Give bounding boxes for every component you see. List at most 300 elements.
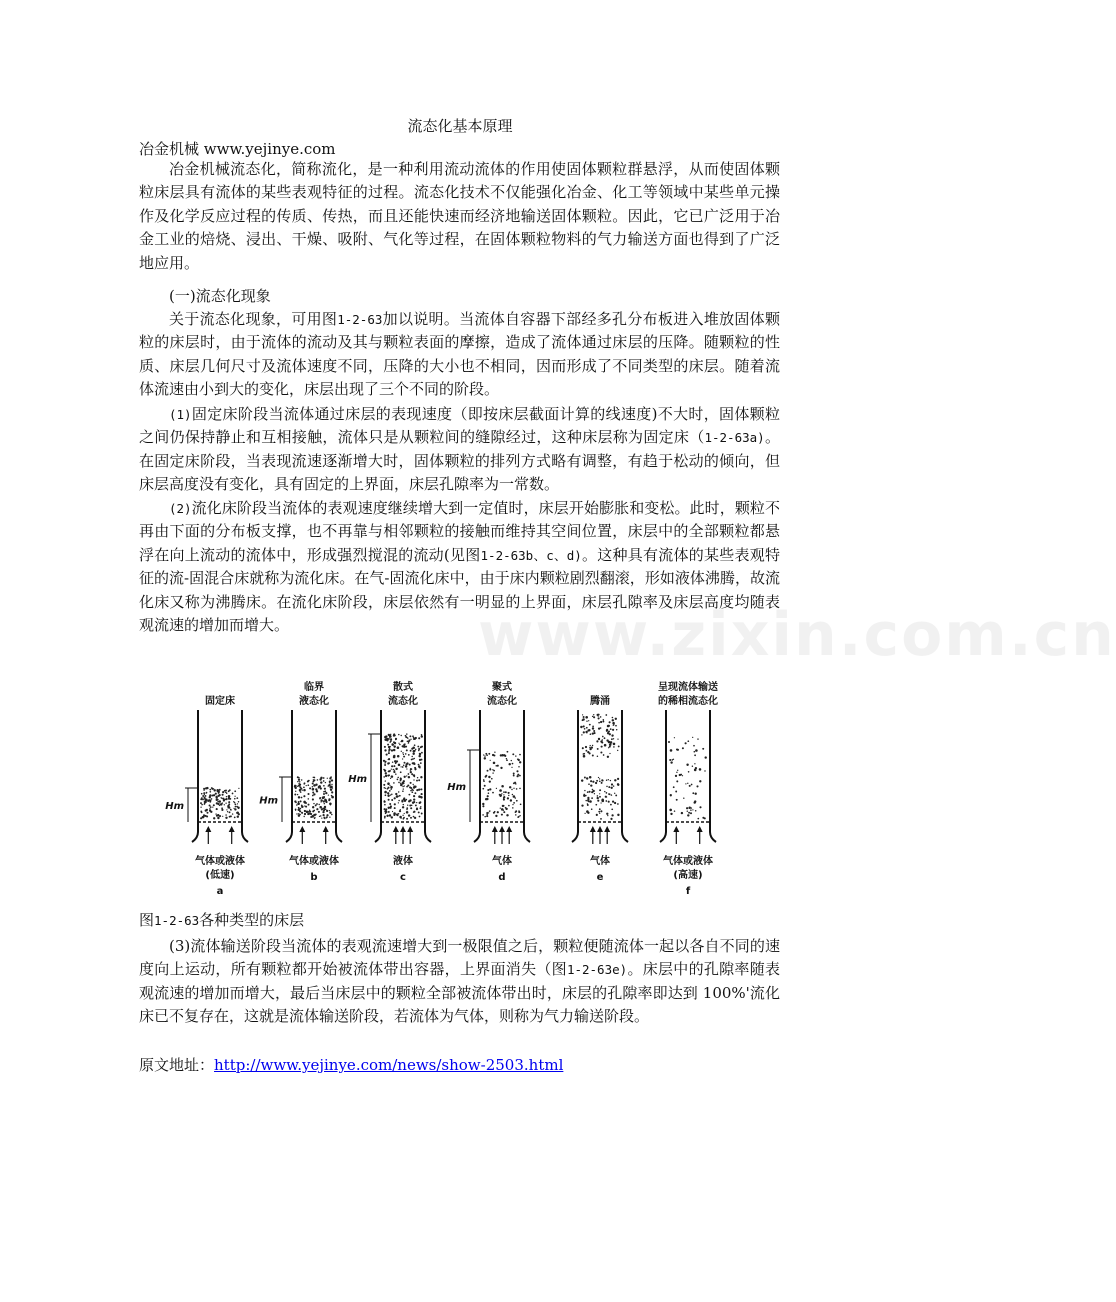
particle [388, 762, 390, 764]
particle [312, 798, 314, 800]
particle [326, 814, 328, 816]
vessel-letter: e [596, 872, 604, 883]
particle [234, 790, 236, 792]
particle [235, 806, 237, 808]
particle [590, 780, 592, 782]
particle [506, 759, 508, 761]
particle [385, 761, 387, 763]
particle [384, 800, 385, 801]
transport-paragraph [139, 935, 780, 1029]
particle [607, 815, 608, 816]
particle [694, 800, 696, 802]
particle [409, 764, 411, 766]
particle [415, 804, 417, 806]
particle [420, 776, 422, 778]
particle [313, 777, 314, 778]
particle [398, 743, 399, 744]
particle [317, 779, 319, 781]
vessel-top-label: 腾涌 [590, 696, 610, 707]
particle [598, 777, 599, 778]
particle [670, 761, 672, 763]
particle [677, 749, 679, 751]
particle [400, 771, 402, 773]
figure-reference: 1-2-63b、c、d) [480, 547, 582, 563]
particle [411, 805, 413, 807]
particle [598, 738, 600, 740]
particle [320, 787, 322, 789]
particle [585, 746, 587, 748]
particle [613, 724, 615, 726]
particle [617, 750, 618, 751]
particle [497, 811, 499, 813]
vessel-letter: d [498, 872, 506, 883]
vessel-bottom-label: 气体或液体 [289, 856, 339, 867]
inlet-flare [192, 832, 198, 842]
particle [670, 809, 671, 810]
particle [400, 783, 401, 784]
particle [587, 800, 588, 801]
particle [585, 716, 588, 719]
particle [413, 816, 415, 818]
particle [205, 795, 207, 797]
particle [230, 809, 231, 810]
particle [482, 805, 484, 807]
inlet-flare [242, 832, 248, 842]
particle [486, 798, 489, 801]
particle [400, 766, 401, 767]
particle [591, 808, 593, 810]
particle [205, 787, 207, 789]
flow-arrow-head [590, 826, 596, 832]
particle [238, 788, 239, 789]
particle [205, 809, 207, 811]
particle [513, 782, 515, 784]
particle [313, 779, 314, 780]
particle [421, 752, 423, 754]
particle [200, 798, 202, 800]
particle [414, 776, 415, 777]
particle [414, 758, 415, 759]
particle [419, 767, 421, 769]
particle [608, 731, 610, 733]
particle [390, 739, 392, 741]
particle [300, 800, 302, 802]
particle [332, 796, 333, 797]
particle [520, 803, 522, 805]
particle [403, 804, 404, 805]
particle [600, 751, 602, 753]
particle [600, 818, 602, 820]
particle [398, 802, 399, 803]
particle [384, 746, 386, 748]
particle [513, 802, 515, 804]
particle [407, 737, 409, 739]
particle [598, 811, 600, 813]
particle [295, 791, 296, 792]
transport-text-1: (3)流体输送阶段当流体的表观流速增大到一极限值之后，颗粒便随流体一起以各自不同的速度向上运动，所有颗粒都开始被流体带出容器，上界面消失（图 [139, 937, 780, 979]
particle [515, 755, 516, 756]
particle [408, 754, 410, 756]
particle [483, 779, 485, 781]
particle [610, 741, 613, 744]
particle [606, 792, 608, 794]
particle [583, 731, 585, 733]
particle [597, 797, 599, 799]
particle [421, 746, 423, 748]
particle [216, 797, 218, 799]
particle [301, 779, 302, 780]
particle [595, 782, 597, 784]
particle [519, 754, 521, 756]
particle [507, 797, 509, 799]
particle [225, 798, 227, 800]
particle [209, 804, 211, 806]
particle [400, 741, 401, 742]
particle [484, 785, 486, 787]
particle [313, 803, 314, 804]
particle [418, 748, 420, 750]
particle [297, 802, 300, 805]
particle [611, 808, 613, 810]
particle [298, 813, 300, 815]
particle [685, 783, 686, 784]
particle [591, 797, 593, 799]
particle [406, 811, 409, 814]
particle [387, 792, 389, 794]
particle [486, 815, 488, 817]
particle [415, 769, 417, 771]
particle [393, 771, 395, 773]
fixed-bed-text-1: 固定床阶段当流体通过床层的表现速度（即按床层截面计算的线速度)不大时，固体颗粒之间仍保持静止和互相接触，流体只是从颗粒间的缝隙经过，这种床层称为固定床（ [139, 405, 780, 447]
particle [617, 803, 619, 805]
particle [515, 814, 517, 816]
particle [399, 810, 401, 812]
particle [589, 776, 592, 779]
particle [238, 808, 239, 809]
phenomenon-text-1: 关于流态化现象，可用图 [169, 310, 338, 328]
particle [323, 777, 325, 779]
particle [237, 816, 239, 818]
particle [691, 784, 693, 786]
particle [596, 814, 598, 816]
particle [606, 796, 607, 797]
particle [421, 759, 423, 761]
particle [583, 755, 586, 758]
particle [228, 797, 229, 798]
particle [506, 758, 507, 759]
inlet-flare [286, 832, 292, 842]
particle [307, 793, 309, 795]
particle [314, 817, 316, 819]
particle [675, 791, 677, 793]
particle [600, 721, 602, 723]
particle [229, 789, 231, 791]
particle [598, 717, 600, 719]
particle [674, 810, 676, 812]
vessel-bottom-label: 液体 [393, 856, 413, 867]
particle [308, 804, 310, 806]
particle [517, 816, 519, 818]
particle [588, 720, 589, 721]
particle [222, 816, 223, 817]
particle [308, 780, 310, 782]
particle [496, 788, 497, 789]
particle [202, 798, 204, 800]
particle [387, 744, 389, 746]
particle [329, 781, 331, 783]
particle [491, 778, 493, 780]
particle [298, 777, 299, 778]
particle [325, 801, 327, 803]
flow-arrow-head [205, 826, 211, 832]
particle [393, 745, 395, 747]
fluidized-bed-text-2: 。这种具有流体的某些表观特征的流-固混合床就称为流化床。在气-固流化床中，由于床内颗粒剧烈翻滚，形如液体沸腾，故流化床又称为沸腾床。在流化床阶段，床层依然有一明显的上界面，床层孔隙率及床层高度均随表观流速的增加而增大。 [139, 545, 780, 635]
particle [695, 793, 697, 795]
particle [676, 799, 678, 801]
particle [394, 803, 396, 805]
particle [512, 794, 514, 796]
particle [483, 780, 485, 782]
particle [412, 753, 414, 755]
particle [609, 721, 611, 723]
particle [388, 799, 390, 801]
particle [295, 809, 297, 811]
particle [388, 770, 390, 772]
particle [421, 735, 423, 737]
particle [397, 755, 400, 758]
particle [402, 786, 404, 788]
particle [404, 785, 405, 786]
particle [420, 762, 422, 764]
particle [216, 808, 218, 810]
inlet-flare [375, 832, 381, 842]
particle [583, 753, 585, 755]
particle [213, 817, 215, 819]
particle [416, 780, 418, 782]
particle [415, 749, 416, 750]
vessel-letter: a [216, 886, 224, 897]
particle [692, 792, 694, 794]
particle [301, 797, 303, 799]
particle [226, 809, 227, 810]
transport-text-2: 。床层中的孔隙率随表观流速的增加而增大，最后当床层中的颗粒全部被流体带出时，床层的孔隙率即达到 100%'流化床已不复存在，这就是流体输送阶段，若流体为气体，则称为气力输送阶段。 [139, 960, 780, 1026]
particle [299, 808, 301, 810]
particle [393, 769, 395, 771]
particle [222, 791, 224, 793]
particle [402, 766, 404, 768]
particle [225, 817, 227, 819]
particle [693, 745, 695, 747]
particle [493, 762, 496, 765]
particle [687, 814, 689, 816]
particle [387, 795, 389, 797]
particle [330, 789, 332, 791]
particle [318, 811, 320, 813]
particle [601, 800, 603, 802]
particle [597, 800, 599, 802]
particle [511, 789, 512, 790]
particle [612, 717, 614, 719]
particle [331, 814, 333, 816]
particle [389, 785, 390, 786]
particle [592, 745, 593, 746]
particle [386, 815, 388, 817]
particle [406, 733, 407, 734]
particle [607, 756, 609, 758]
particle [209, 808, 210, 809]
particle [591, 747, 593, 749]
particle [312, 786, 314, 788]
particle [312, 810, 314, 812]
particle [213, 789, 215, 791]
particle [695, 749, 698, 752]
particle [303, 789, 306, 792]
particle [312, 816, 314, 818]
particle [389, 814, 391, 816]
flow-arrow-head [492, 826, 498, 832]
particle [609, 743, 612, 746]
particle [586, 810, 589, 813]
particle [295, 785, 297, 787]
particle [675, 775, 677, 777]
particle [415, 817, 416, 818]
particle [603, 719, 605, 721]
particle [501, 793, 502, 794]
particle [581, 779, 583, 781]
particle [396, 813, 398, 815]
particle [412, 762, 414, 764]
particle [388, 811, 390, 813]
particle [611, 794, 612, 795]
particle [406, 775, 407, 776]
particle [484, 755, 485, 756]
particle [604, 791, 605, 792]
particle [501, 814, 503, 816]
particle [613, 746, 615, 748]
particle [387, 787, 389, 789]
particle [316, 808, 318, 810]
particle [392, 811, 393, 812]
particle [220, 803, 223, 806]
particle [390, 734, 391, 735]
particle [609, 793, 611, 795]
particle [318, 785, 321, 788]
particle [580, 726, 582, 728]
height-label: Hm [348, 774, 367, 785]
particle [303, 816, 304, 817]
particle [414, 792, 416, 794]
particle [394, 797, 396, 799]
particle [420, 796, 421, 797]
particle [613, 738, 614, 739]
particle [298, 779, 300, 781]
particle [203, 792, 205, 794]
source-link[interactable]: http://www.yejinye.com/news/show-2503.html [214, 1056, 564, 1074]
vessel-bottom-label: 气体 [492, 856, 512, 867]
particle [298, 807, 300, 809]
particle [695, 810, 697, 812]
particle [602, 721, 604, 723]
particle [229, 811, 231, 813]
particle [606, 813, 608, 815]
particle [410, 739, 411, 740]
particle [302, 790, 303, 791]
particle [584, 790, 585, 791]
particle [402, 758, 403, 759]
particle [697, 738, 698, 739]
particle [588, 729, 590, 731]
particle [670, 794, 672, 796]
particle [608, 779, 609, 780]
particle [228, 801, 230, 803]
particle [393, 765, 395, 767]
item-number: (1) [169, 407, 192, 422]
particle [391, 799, 393, 801]
particle [400, 735, 401, 736]
particle [618, 745, 620, 747]
particle [403, 764, 405, 766]
particle [203, 789, 204, 790]
particle [216, 799, 218, 801]
particle [487, 770, 489, 772]
vessel-top-label: 临界 [304, 682, 324, 693]
particle [605, 800, 607, 802]
particle [328, 784, 331, 787]
particle [597, 748, 599, 750]
particle [519, 815, 520, 816]
particle [410, 771, 412, 773]
particle [299, 788, 301, 790]
particle [209, 799, 210, 800]
particle [321, 799, 323, 801]
particle [508, 763, 510, 765]
particle [219, 815, 221, 817]
particle [315, 804, 317, 806]
particle [420, 806, 421, 807]
particle [404, 776, 406, 778]
particle [679, 774, 681, 776]
particle [217, 817, 219, 819]
particle [610, 780, 611, 781]
flow-arrow-head [697, 826, 703, 832]
particle [516, 788, 518, 790]
particle [685, 742, 687, 744]
particle [391, 768, 392, 769]
particle [324, 799, 326, 801]
particle [692, 809, 693, 810]
particle [410, 787, 412, 789]
particle [200, 817, 202, 819]
particle [384, 808, 386, 810]
particle [218, 792, 220, 794]
particle [201, 812, 203, 814]
site-line: 冶金机械 www.yejinye.com [139, 140, 336, 158]
particle [600, 727, 602, 729]
particle [408, 794, 410, 796]
particle [312, 806, 314, 808]
particle [206, 792, 208, 794]
flow-arrow-head [506, 826, 512, 832]
particle [677, 770, 678, 771]
particle [301, 812, 303, 814]
particle [309, 810, 311, 812]
particle [234, 817, 236, 819]
particle [512, 807, 514, 809]
particle [401, 751, 402, 752]
particle [586, 777, 588, 779]
particle [391, 816, 393, 818]
vessel-bottom-label: 气体或液体 [663, 856, 713, 867]
